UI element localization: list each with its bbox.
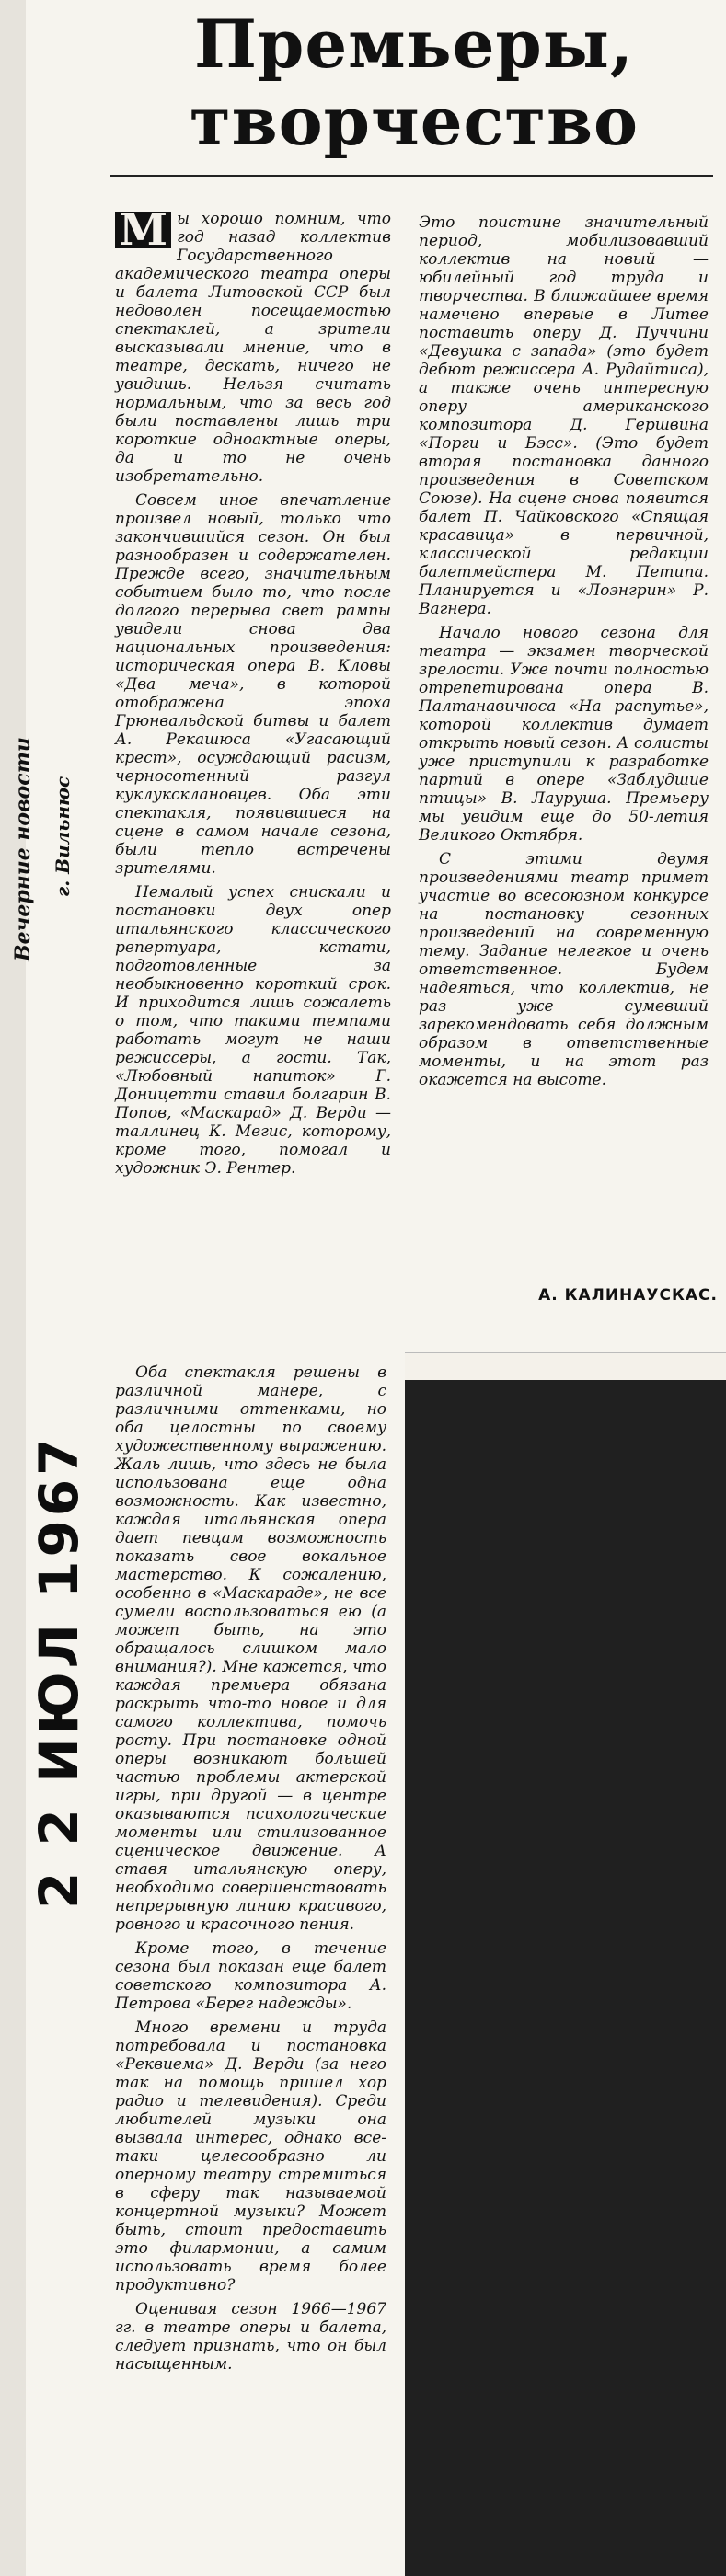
drop-cap: М — [115, 212, 171, 248]
paragraph-col2-3: С этими двумя произведениями театр примет участие во всесоюзном конкурсе на постановку сезонных произведений на современную тему. Задание нелегкое и очень ответственное. Будем надеяться, что коллектив, не раз уже сумевший зарекомендовать себя должным образом в ответственные моменты, и на этот раз окажется на высоте. — [419, 850, 709, 1089]
article-column-2 — [419, 213, 709, 1095]
article-headline — [120, 6, 709, 160]
paragraph-4: Оба спектакля решены в различной манере, с различными оттенками, но оба целостны по своему художественному выражению. Жаль лишь, что здесь не была использована еще одна возможность. Как известно, каждая итальянская опера дает певцам возможность показать свое вокальное мастерство. К сожалению, особенно в «Маскараде», не все сумели воспользоваться ею (а может быть, на это обращалось слишком мало внимания?). Мне кажется, что каждая премьера обязана раскрыть что-то новое и для самого коллектива, помочь росту. При постановке одной оперы возникают большей частью проблемы актерской игры, при другой — в центре оказываются психологические моменты или стилизованное сценическое движение. А ставя итальянскую оперу, необходимо совершенствовать непрерывную линию красивого, ровного и красочного пения. — [115, 1363, 386, 1934]
paragraph-3: Немалый успех снискали и постановки двух опер итальянского классического репертуара, кстати, подготовленные за необыкновенно короткий срок. И приходится лишь сожалеть о том, что такими темпами работать могут не наши режиссеры, а гости. Так, «Любовный напиток» Г. Доницетти ставил болгарин В. Попов, «Маскарад» Д. Верди — таллинец К. Мегис, которому, кроме того, помогал и художник Э. Рентер. — [115, 883, 391, 1178]
author-signature: А. КАЛИНАУСКАС. — [538, 1286, 718, 1305]
date-stamp: 2 2 ИЮЛ 1967 — [28, 1434, 90, 1909]
article-column-1-continued — [115, 1363, 386, 2379]
headline-rule — [110, 175, 713, 177]
paragraph-6: Много времени и труда потребовала и постановка «Реквиема» Д. Верди (за него так на помощь пришел хор радио и телевидения). Среди любителей музыки она вызвала интерес, однако все-таки целесообразно ли оперному театру стремиться в сферу так называемой концертной музыки? Может быть, стоит предоставить это филармонии, а самим использовать время более продуктивно? — [115, 2018, 386, 2294]
newspaper-city: г. Вильнюс — [52, 776, 74, 897]
scan-background — [405, 1380, 726, 2576]
newspaper-name: Вечерние новости — [11, 737, 35, 961]
paragraph-5: Кроме того, в течение сезона был показан еще балет советского композитора А. Петрова «Берег надежды». — [115, 1939, 386, 2013]
paragraph-2: Совсем иное впечатление произвел новый, только что закончившийся сезон. Он был разнообразен и содержателен. Прежде всего, значительным событием было то, что после долгого перерыва свет рампы увидели снова два национальных произведения: историческая опера В. Кловы «Два меча», в которой отображена эпоха Грюнвальдской битвы и балет А. Рекашюса «Угасающий крест», осуждающий расизм, черносотенный разгул куклуксклановцев. Оба эти спектакля, появившиеся на сцене в самом начале сезона, были тепло встречены зрителями. — [115, 491, 391, 878]
paragraph-col2-2: Начало нового сезона для театра — экзамен творческой зрелости. Уже почти полностью отрепетирована опера В. Палтанавичюса «На распутье», которой коллектив думает открыть новый сезон. А солисты уже приступили к разработке партий в опере «Заблудшие птицы» В. Лауруша. Премьеру мы увидим еще до 50-летия Великого Октября. — [419, 624, 709, 845]
paragraph-1 — [115, 204, 391, 486]
headline-line-1: Премьеры, — [194, 5, 634, 83]
headline-line-2: творчество — [189, 82, 640, 160]
paragraph-7: Оценивая сезон 1966—1967 гг. в театре оперы и балета, следует признать, что он был насыщенным. — [115, 2300, 386, 2374]
article-column-1 — [115, 204, 391, 1183]
paragraph-1-text: ы хорошо помним, что год назад коллектив Государственного академического театра оперы и балета Литовской ССР был недоволен посещаемостью спектаклей, а зрители высказывали мнение, что в театре, дескать, ничего не увидишь. Нельзя считать нормальным, что за весь год были поставлены лишь три короткие одноактные оперы, да и то не очень изобретательно. — [115, 210, 391, 486]
archive-margin-strip — [0, 0, 27, 2576]
paragraph-col2-1: Это поистине значительный период, мобилизовавший коллектив на новый — юбилейный год труда и творчества. В ближайшее время намечено впервые в Литве поставить оперу Д. Пуччини «Девушка с запада» (это будет дебют режиссера А. Рудайтиса), а также очень интересную оперу американского композитора Д. Гершвина «Порги и Бэсс». (Это будет вторая постановка данного произведения в Советском Союзе). На сцене снова появится балет П. Чайковского «Спящая красавица» в первичной, классической редакции балетмейстера М. Петипа. Планируется и «Лоэнгрин» Р. Вагнера. — [419, 213, 709, 618]
